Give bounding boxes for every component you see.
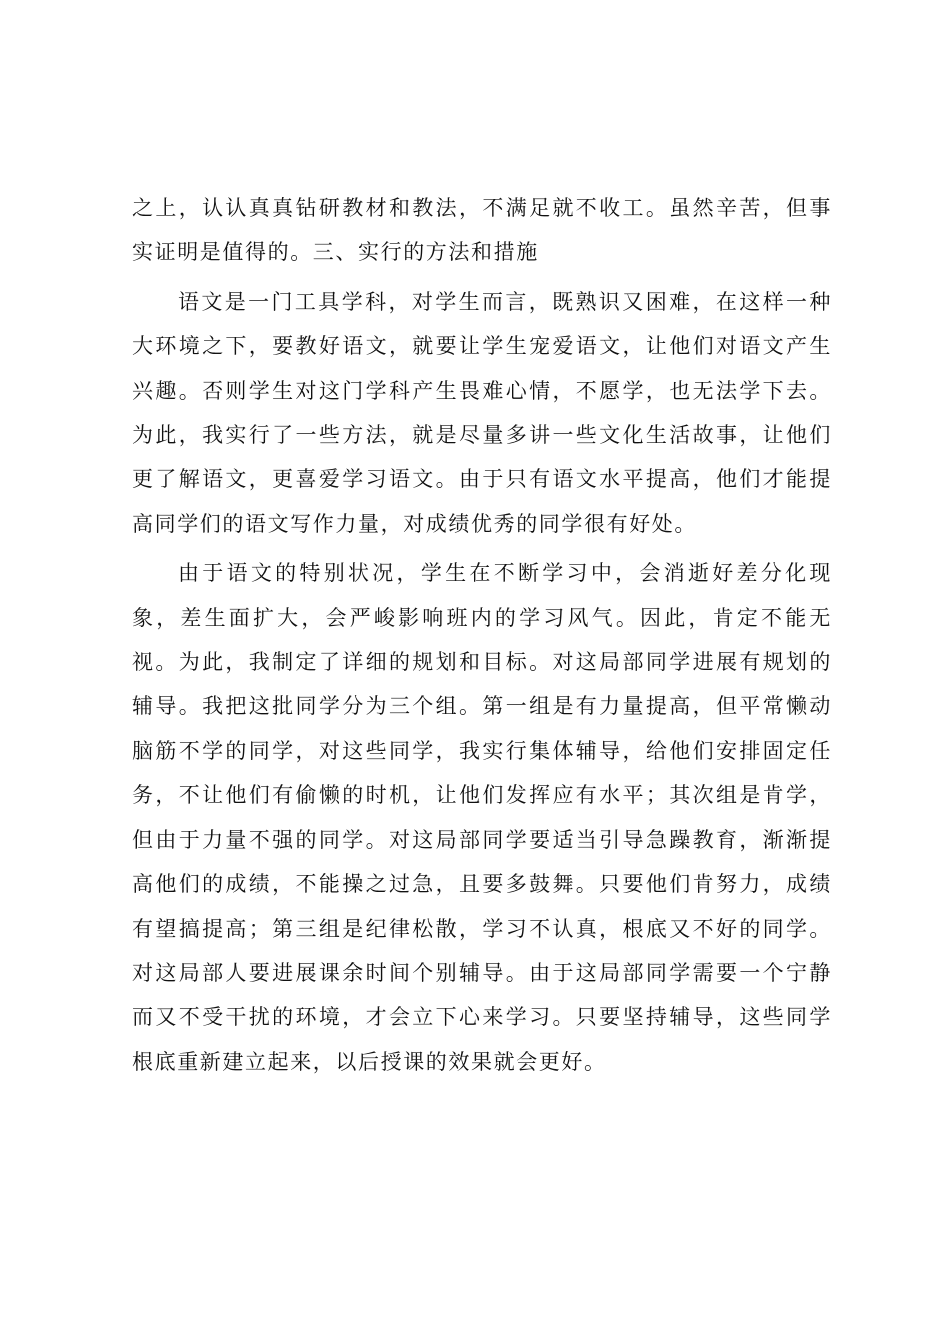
paragraph-tutoring-groups: 由于语文的特别状况，学生在不断学习中，会消逝好差分化现象，差生面扩大，会严峻影响班内的学习风气。因此，肯定不能无视。为此，我制定了详细的规划和目标。对这局部同学进展有规划的辅导。我把这批同学分为三个组。第一组是有力量提高，但平常懒动脑筋不学的同学，对这些同学，我实行集体辅导，给他们安排固定任务，不让他们有偷懒的时机，让他们发挥应有水平；其次组是肯学，但由于力量不强的同学。对这局部同学要适当引导急躁教育，渐渐提高他们的成绩，不能操之过急，且要多鼓舞。只要他们肯努力，成绩有望搞提高；第三组是纪律松散，学习不认真，根底又不好的同学。对这局部人要进展课余时间个别辅导。由于这局部同学需要一个宁静而又不受干扰的环境，才会立下心来学习。只要坚持辅导，这些同学根底重新建立起来，以后授课的效果就会更好。 — [132, 561, 832, 1074]
body-text — [132, 186, 832, 1089]
paragraph-chinese-interest: 语文是一门工具学科，对学生而言，既熟识又困难，在这样一种大环境之下，要教好语文，就要让学生宠爱语文，让他们对语文产生兴趣。否则学生对这门学科产生畏难心情，不愿学，也无法学下去。为此，我实行了一些方法，就是尽量多讲一些文化生活故事，让他们更了解语文，更喜爱学习语文。由于只有语文水平提高，他们才能提高同学们的语文写作力量，对成绩优秀的同学很有好处。 — [132, 289, 832, 536]
paragraph-continuation: 之上，认认真真钻研教材和教法，不满足就不收工。虽然辛苦，但事实证明是值得的。三、实行的方法和措施 — [132, 196, 832, 265]
